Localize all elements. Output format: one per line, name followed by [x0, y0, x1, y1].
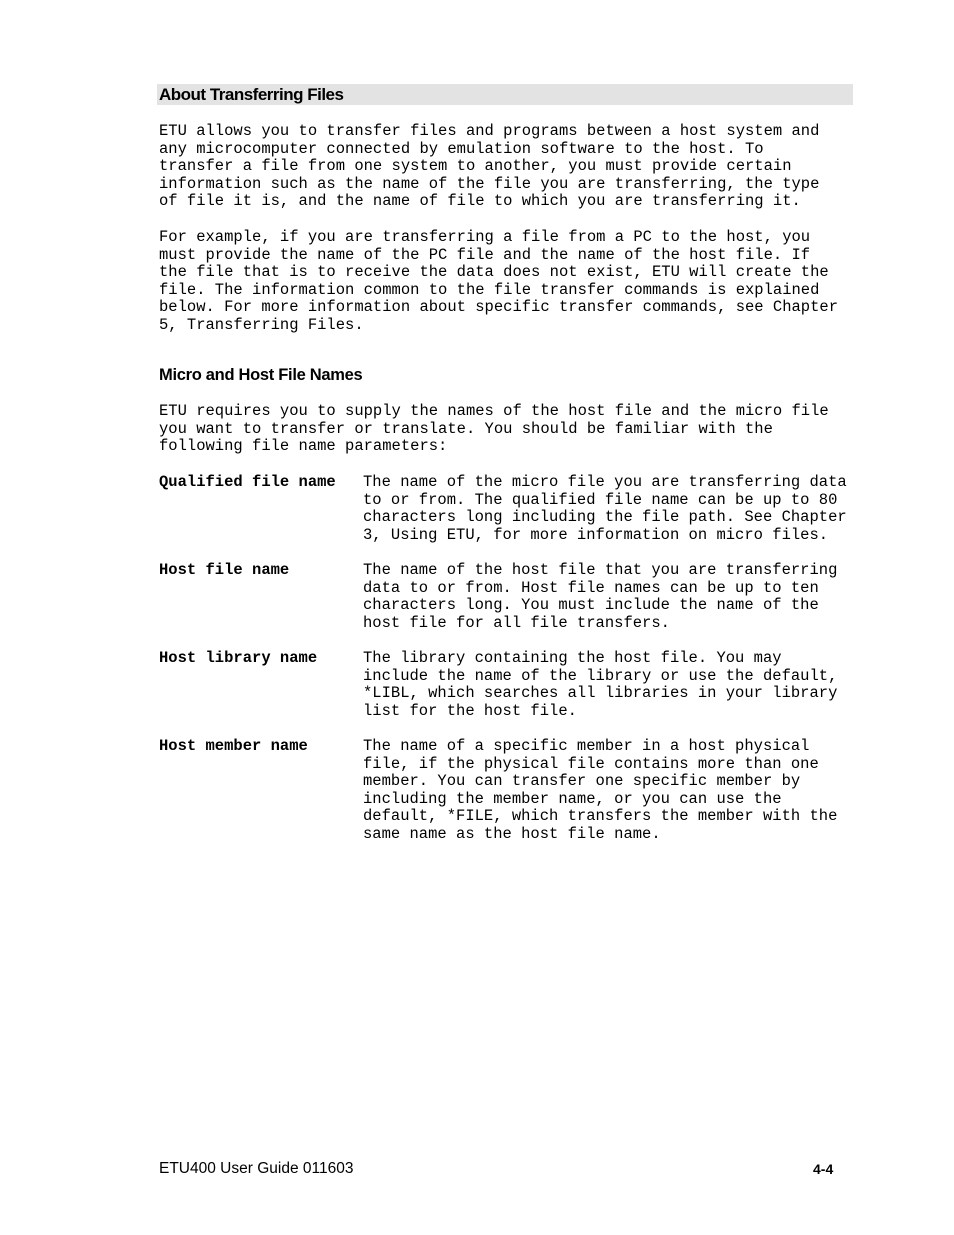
definition-desc-host-library-name: The library containing the host file. You may include the name of the library or use the default, *LIBL, which searches all libraries in your library list for the host file. [363, 649, 838, 720]
subsection-heading: Micro and Host File Names [159, 366, 363, 384]
definition-term-host-file-name: Host file name [159, 561, 290, 579]
footer-doc-title: ETU400 User Guide 011603 [159, 1160, 354, 1177]
definition-term-host-member-name: Host member name [159, 737, 308, 755]
definition-desc-host-member-name: The name of a specific member in a host physical file, if the physical file contains more than one member. You can transfer one specific member by including the member name, or you can use the default, *FILE, which transfers the member with the same name as the host file name. [363, 737, 838, 843]
definition-term-qualified-file-name: Qualified file name [159, 473, 336, 491]
intro-paragraph-2: For example, if you are transferring a file from a PC to the host, you must provide the name of the PC file and the name of the host file. If the file that is to receive the data does not exist, ETU will create the file. The information common to the file transfer commands is explained below. For more information about specific transfer commands, see Chapter 5, Transferring Files. [159, 228, 839, 334]
footer-page-number: 4-4 [813, 1161, 834, 1177]
subsection-intro: ETU requires you to supply the names of the host file and the micro file you want to transfer or translate. You should be familiar with the following file name parameters: [159, 402, 829, 456]
intro-paragraph-1: ETU allows you to transfer files and programs between a host system and any microcomputer connected by emulation software to the host. To transfer a file from one system to another, you must provide certain information such as the name of the file you are transferring, the type of file it is, and the name of file to which you are transferring it. [159, 122, 820, 211]
definition-desc-qualified-file-name: The name of the micro file you are transferring data to or from. The qualified file name can be up to 80 characters long including the file path. See Chapter 3, Using ETU, for more information on micro files. [363, 473, 847, 544]
definition-term-host-library-name: Host library name [159, 649, 318, 667]
section-heading: About Transferring Files [157, 84, 853, 105]
definition-desc-host-file-name: The name of the host file that you are transferring data to or from. Host file names can be up to ten characters long. You must include the name of the host file for all file transfers. [363, 561, 838, 632]
